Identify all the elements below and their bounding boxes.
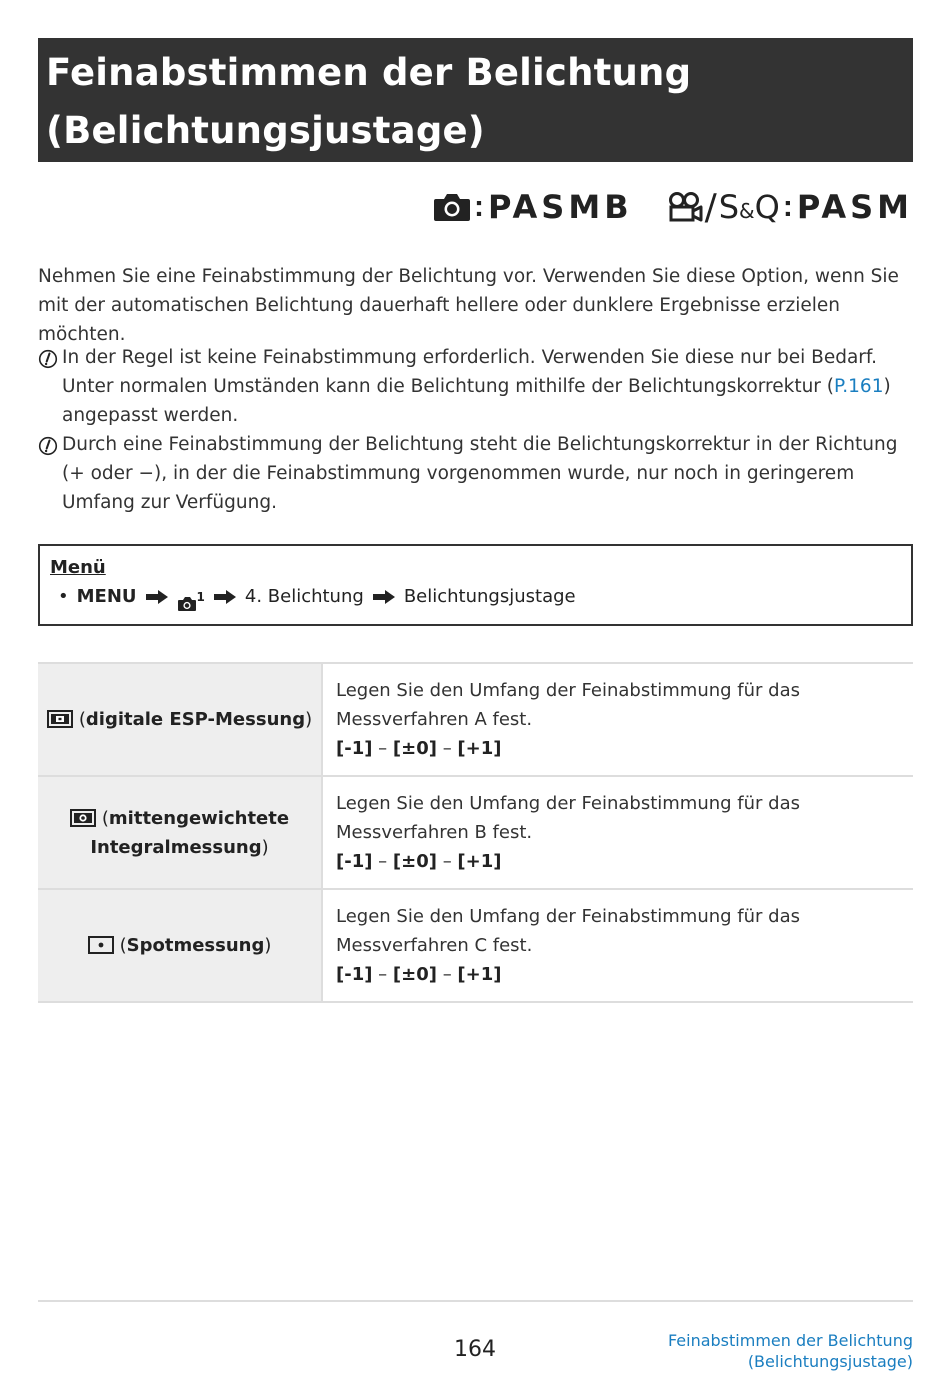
- menu-path-box: [38, 544, 913, 626]
- menu-label: MENU: [76, 586, 137, 607]
- page-title-line-1: Feinabstimmen der Belichtung: [46, 51, 692, 94]
- label-paren: (: [78, 709, 86, 730]
- sq-label: [719, 188, 780, 226]
- range-values: [336, 734, 900, 763]
- note-text-1b: ) angepasst werden.: [62, 376, 891, 426]
- range-dash: –: [372, 964, 393, 985]
- range-dash: –: [436, 964, 458, 985]
- camera-icon: [433, 192, 471, 222]
- arrow-right-icon: [213, 589, 237, 605]
- page-title-line-2: (Belichtungsjustage): [46, 109, 485, 152]
- table-row: [38, 664, 913, 777]
- arrow-right-icon: [372, 589, 396, 605]
- esp-metering-icon: [47, 710, 73, 728]
- range-mid: [±0]: [392, 964, 437, 985]
- spot-metering-icon: [88, 936, 114, 954]
- table-row: [38, 890, 913, 1003]
- center-weighted-metering-icon: [70, 809, 96, 827]
- metering-label: digitale ESP-Messung: [85, 709, 306, 730]
- table-label-cell: [38, 890, 323, 1001]
- range-min: [-1]: [336, 738, 373, 759]
- photo-modes-letters: PASMB: [488, 188, 633, 226]
- table-row: [38, 777, 913, 890]
- menu-path: [50, 582, 901, 612]
- sq-label-amp: &: [739, 199, 755, 223]
- range-mid: [±0]: [392, 851, 437, 872]
- page-title: [38, 38, 913, 162]
- camera-tab-icon: [177, 596, 197, 612]
- settings-table: [38, 662, 913, 1003]
- label-paren: (: [101, 807, 109, 829]
- range-dash: –: [436, 738, 458, 759]
- range-values: [336, 960, 900, 989]
- menu-step: 4. Belichtung: [244, 586, 364, 607]
- range-min: [-1]: [336, 964, 373, 985]
- range-max: [+1]: [457, 738, 502, 759]
- desc-line: Legen Sie den Umfang der Feinabstimmung für das: [336, 793, 801, 814]
- video-modes-letters: PASM: [796, 188, 913, 226]
- camera-tab-index: 1: [196, 590, 205, 604]
- metering-label: Integralmessung: [90, 836, 262, 858]
- table-label-cell: [38, 664, 323, 775]
- range-max: [+1]: [457, 964, 502, 985]
- desc-line: Messverfahren A fest.: [336, 709, 533, 730]
- table-desc-cell: [323, 664, 913, 775]
- sq-label-q: Q: [754, 188, 780, 226]
- label-paren: ): [305, 709, 313, 730]
- metering-label: mittengewichtete: [108, 807, 290, 829]
- metering-label: Spotmessung: [126, 935, 265, 956]
- note-item: [38, 430, 908, 517]
- label-paren: ): [261, 836, 269, 858]
- table-desc-cell: [323, 777, 913, 888]
- range-values: [336, 847, 900, 876]
- note-item: [38, 343, 908, 430]
- page-number: 164: [454, 1337, 496, 1362]
- desc-line: Legen Sie den Umfang der Feinabstimmung für das: [336, 680, 801, 701]
- menu-title: Menü: [50, 557, 106, 578]
- range-mid: [±0]: [392, 738, 437, 759]
- page-link-161[interactable]: P.161: [834, 376, 884, 397]
- video-modes-colon: :: [782, 190, 793, 223]
- video-modes-slash: /: [704, 186, 717, 228]
- photo-modes: [433, 188, 633, 226]
- note-text-1a: In der Regel ist keine Feinabstimmung erforderlich. Verwenden Sie diese nur bei Bedarf. Unter normalen Umständen kann die Belichtung mithilfe der Belichtungskorrektur (: [62, 347, 877, 397]
- intro-paragraph: Nehmen Sie eine Feinabstimmung der Belichtung vor. Verwenden Sie diese Option, wenn Sie mit der automatischen Belichtung dauerhaft hellere oder dunklere Ergebnisse erzielen möchten.: [38, 266, 899, 345]
- caution-icon: [38, 349, 58, 369]
- desc-line: Legen Sie den Umfang der Feinabstimmung für das: [336, 906, 801, 927]
- menu-item: Belichtungsjustage: [403, 586, 576, 607]
- range-dash: –: [372, 851, 393, 872]
- menu-bullet: •: [58, 586, 69, 607]
- desc-line: Messverfahren B fest.: [336, 822, 533, 843]
- range-max: [+1]: [457, 851, 502, 872]
- table-label-cell: [38, 777, 323, 888]
- note-text-2: Durch eine Feinabstimmung der Belichtung steht die Belichtungskorrektur in der Richtung (+ oder −), in der die Feinabstimmung vorgenommen wurde, nur noch in geringerem Umfang zur Verfügung.: [62, 434, 898, 513]
- caution-icon: [38, 436, 58, 456]
- footer-section-link[interactable]: [668, 1330, 913, 1372]
- range-dash: –: [372, 738, 393, 759]
- shooting-modes: [433, 186, 913, 228]
- notes-list: [38, 343, 908, 517]
- photo-modes-colon: :: [474, 190, 485, 223]
- range-min: [-1]: [336, 851, 373, 872]
- range-dash: –: [436, 851, 458, 872]
- footer-title-line-2: (Belichtungsjustage): [747, 1352, 913, 1371]
- label-paren: (: [119, 935, 127, 956]
- camera-tab: [177, 582, 205, 612]
- movie-icon: [667, 191, 703, 223]
- sq-label-s: S: [718, 188, 740, 226]
- footer-divider: [38, 1300, 913, 1302]
- video-modes: [667, 187, 913, 228]
- table-desc-cell: [323, 890, 913, 1001]
- label-paren: ): [264, 935, 272, 956]
- footer-title-line-1: Feinabstimmen der Belichtung: [667, 1331, 913, 1350]
- desc-line: Messverfahren C fest.: [336, 935, 533, 956]
- arrow-right-icon: [145, 589, 169, 605]
